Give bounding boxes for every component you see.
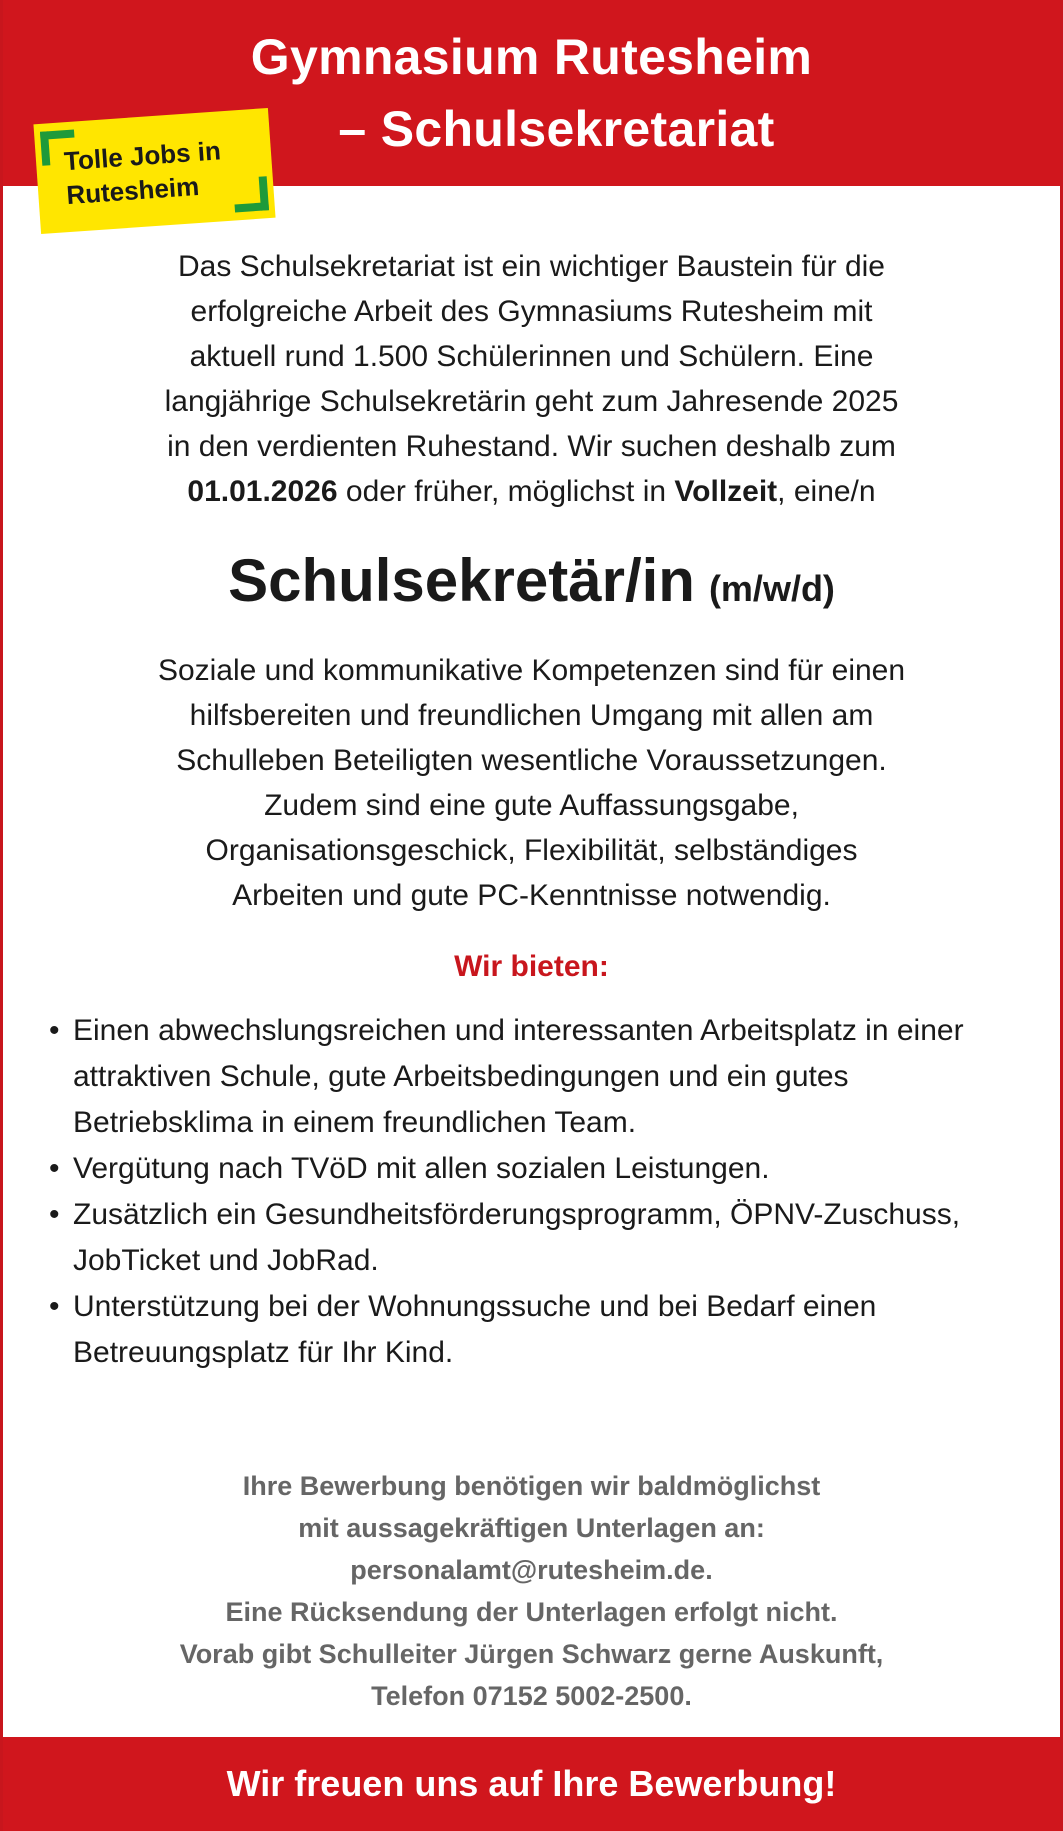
job-title-main: Schulsekretär/in: [228, 547, 695, 614]
offers-list: [49, 1008, 1030, 1376]
email-line: personalamt@rutesheim.de.: [350, 1555, 713, 1585]
start-date: 01.01.2026: [187, 475, 338, 508]
phone-line: Telefon 07152 5002-2500.: [371, 1681, 692, 1711]
list-item: • Vergütung nach TVöD mit allen sozialen Leistungen.: [49, 1146, 1030, 1192]
badge-corner-icon: [233, 176, 269, 212]
badge-text: Tolle Jobs in Rutesheim: [63, 135, 222, 211]
footer-banner: Wir freuen uns auf Ihre Bewerbung!: [3, 1737, 1060, 1831]
contact-paragraph: Ihre Bewerbung benötigen wir baldmöglichst mit aussagekräftigen Unterlagen an: personalamt@rutesheim.de. Eine Rücksendung der Unterlagen erfolgt nicht. Vorab gibt Schulleiter Jürgen Schwarz gerne Auskunft, Telefon 07152 5002-2500.: [33, 1465, 1030, 1717]
job-title-gender: (m/w/d): [708, 568, 835, 609]
list-item: • Zusätzlich ein Gesundheitsförderungsprogramm, ÖPNV-Zuschuss, JobTicket und JobRad.: [49, 1192, 1030, 1284]
header-title-line2: – Schulsekretariat: [338, 101, 775, 157]
requirements-paragraph: Soziale und kommunikative Kompetenzen sind für einen hilfsbereiten und freundlichen Umgang mit allen am Schulleben Beteiligten wesentliche Voraussetzungen. Zudem sind eine gute Auffassungsgabe, Organisationsgeschick, Flexibilität, selbständiges Arbeiten und gute PC-Kenntnisse notwendig.: [157, 654, 906, 912]
offers-heading: Wir bieten:: [454, 950, 609, 983]
fulltime-label: Vollzeit: [674, 475, 778, 508]
job-title: [3, 546, 1060, 615]
intro-start-line: 01.01.2026 oder früher, möglichst in Vollzeit, eine/n: [187, 475, 876, 508]
email-link[interactable]: personalamt@rutesheim.de: [350, 1555, 706, 1585]
header-title-line1: Gymnasium Rutesheim: [250, 29, 813, 85]
tolle-jobs-badge: [33, 108, 275, 234]
intro-paragraph: Das Schulsekretariat ist ein wichtiger Baustein für die erfolgreiche Arbeit des Gymnasiums Rutesheim mit aktuell rund 1.500 Schülerinnen und Schülern. Eine langjährige Schulsekretärin geht zum Jahresende 2025 in den verdienten Ruhestand. Wir suchen deshalb zum 01.01.2026 oder früher, möglichst in Vollzeit, eine/n: [43, 244, 1020, 514]
list-item: • Unterstützung bei der Wohnungssuche und bei Bedarf einen Betreuungsplatz für Ihr Kind.: [49, 1284, 1030, 1376]
list-item: • Einen abwechslungsreichen und interessanten Arbeitsplatz in einer attraktiven Schule, gute Arbeitsbedingungen und ein gutes Betriebsklima in einem freundlichen Team.: [49, 1008, 1030, 1146]
